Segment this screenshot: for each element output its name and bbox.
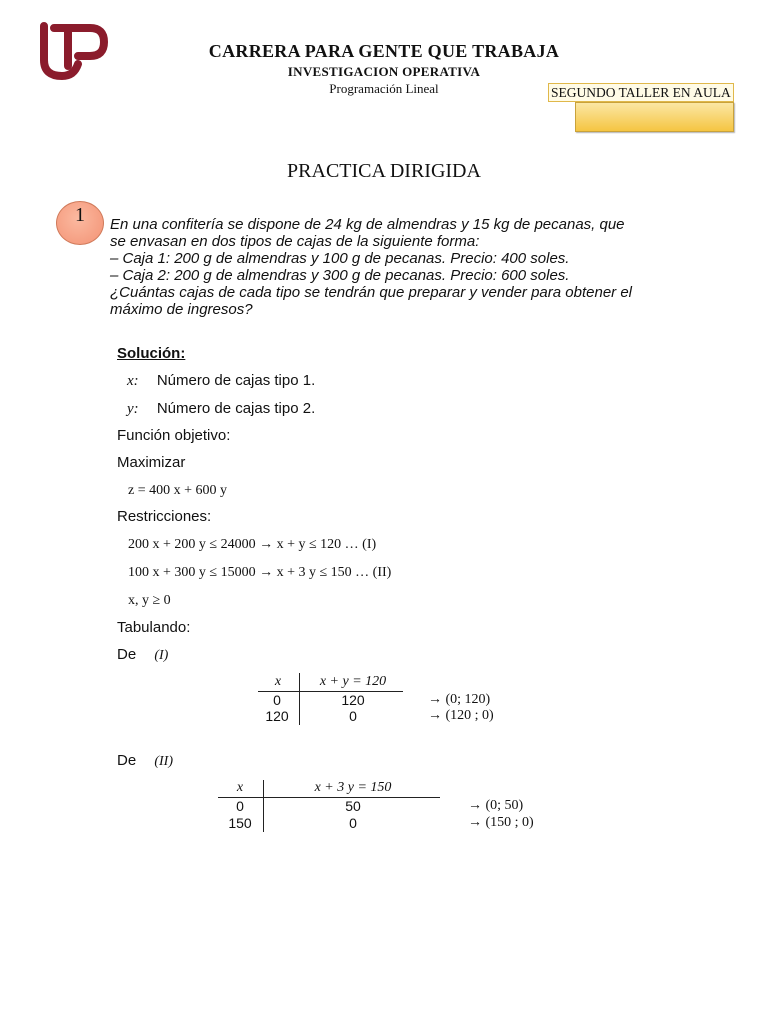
table-cell-x: 150 [228, 815, 252, 831]
table-cell-point: → (120 ; 0) [428, 708, 494, 723]
problem-line: máximo de ingresos? [110, 301, 253, 318]
table-cell-x: 120 [265, 708, 289, 724]
from-label: De [117, 752, 137, 769]
problem-line: – Caja 1: 200 g de almendras y 100 g de pecanas. Precio: 400 soles. [110, 250, 570, 267]
table-head-x: x [236, 780, 244, 795]
table-cell-point: → (0; 120) [428, 692, 491, 707]
from-restriction-1 [117, 646, 168, 665]
objective-label: Función objetivo: [117, 427, 231, 444]
problem-number: 1 [75, 204, 85, 226]
header-career: CARRERA PARA GENTE QUE TRABAJA [208, 41, 560, 61]
restrictions-label: Restricciones: [117, 508, 212, 525]
problem-line: ¿Cuántas cajas de cada tipo se tendrán que preparar y vender para obtener el [110, 284, 632, 301]
table-cell-x: 0 [273, 692, 281, 708]
from-restriction-2 [117, 752, 173, 771]
table-cell-point: → (0; 50) [468, 798, 524, 813]
var-y: y: [127, 401, 139, 417]
table-restriction-1 [258, 673, 508, 733]
table-column-rule [263, 780, 264, 832]
var-x-desc: Número de cajas tipo 1. [156, 372, 316, 389]
header-course: INVESTIGACION OPERATIVA [287, 64, 481, 79]
table-head-eq: x + 3 y = 150 [314, 780, 392, 795]
tabulating-label: Tabulando: [117, 619, 191, 636]
from-ref: (I) [154, 648, 169, 663]
page-title: PRACTICA DIRIGIDA [287, 160, 481, 182]
table-cell-value: 120 [341, 692, 365, 708]
problem-line: se envasan en dos tipos de cajas de la siguiente forma: [110, 233, 480, 250]
restriction-nonneg: x, y ≥ 0 [128, 593, 171, 608]
session-badge [548, 83, 734, 132]
var-y-definition [127, 400, 315, 418]
session-badge-label: SEGUNDO TALLER EN AULA [548, 83, 734, 102]
table-head-x: x [274, 674, 282, 689]
session-badge-bar [575, 102, 734, 132]
problem-line: – Caja 2: 200 g de almendras y 300 g de pecanas. Precio: 600 soles. [110, 267, 570, 284]
table-head-eq: x + y = 120 [319, 674, 387, 689]
from-label: De [117, 646, 137, 663]
maximize-label: Maximizar [117, 454, 186, 471]
var-y-desc: Número de cajas tipo 2. [156, 400, 316, 417]
problem-line: En una confitería se dispone de 24 kg de almendras y 15 kg de pecanas, que [110, 216, 625, 233]
table-restriction-2 [218, 780, 538, 840]
table-cell-value: 50 [345, 798, 361, 814]
table-cell-value: 0 [349, 708, 357, 724]
table-cell-value: 0 [349, 815, 357, 831]
table-cell-x: 0 [236, 798, 244, 814]
problem-statement [110, 216, 670, 318]
solution-heading: Solución: [117, 345, 186, 362]
from-ref: (II) [154, 754, 174, 769]
header-topic: Programación Lineal [329, 81, 439, 96]
restriction-2: 100 x + 300 y ≤ 15000 → x + 3 y ≤ 150 … (II) [128, 565, 392, 580]
objective-equation: z = 400 x + 600 y [128, 483, 228, 498]
var-x-definition [127, 372, 315, 390]
table-cell-point: → (150 ; 0) [468, 815, 534, 830]
restriction-1: 200 x + 200 y ≤ 24000 → x + y ≤ 120 … (I) [128, 537, 377, 552]
var-x: x: [127, 373, 139, 389]
table-column-rule [299, 673, 300, 725]
problem-number-badge [56, 201, 104, 245]
